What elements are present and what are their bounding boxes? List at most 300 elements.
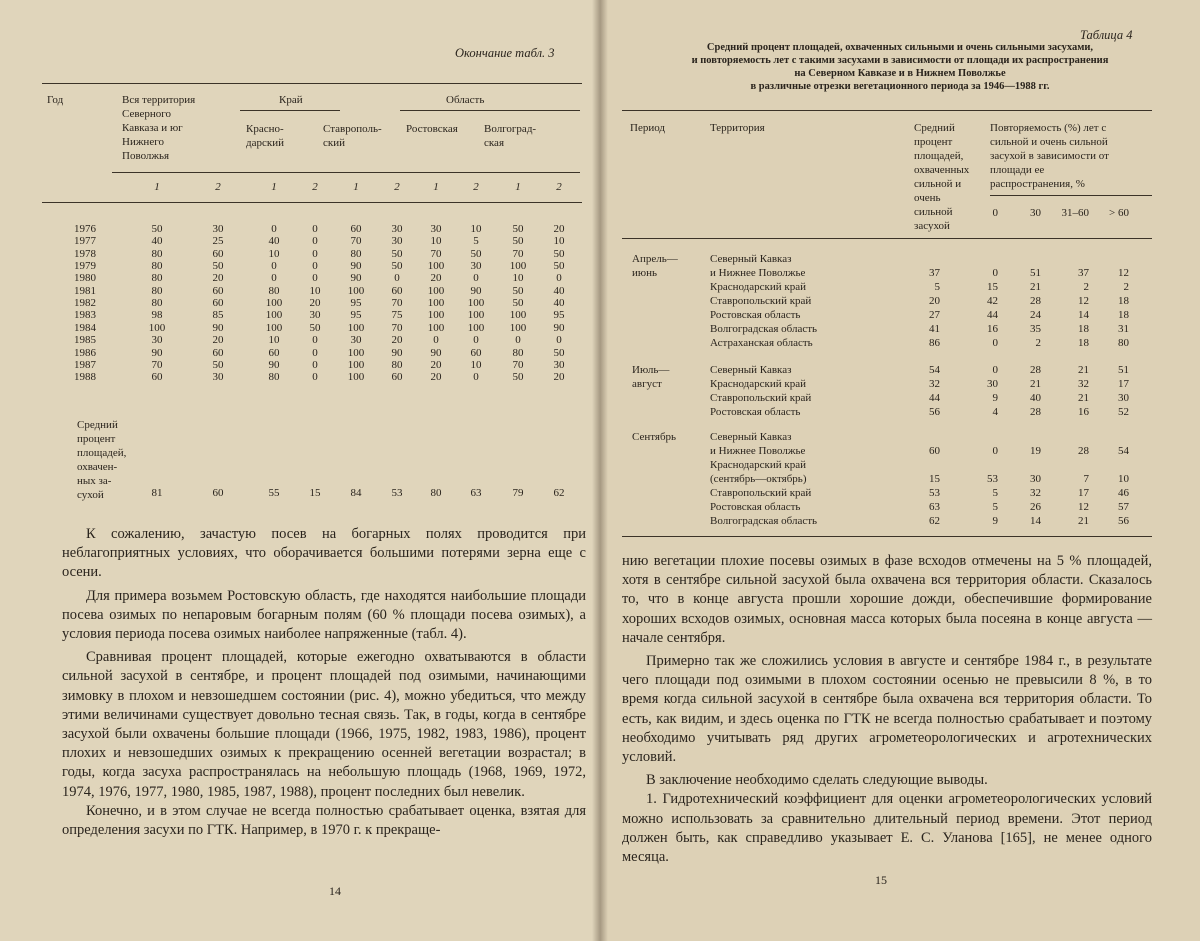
- header-line: ская: [484, 137, 505, 149]
- right-body-text: [622, 552, 1152, 867]
- subcolumn-number: 2: [556, 181, 562, 193]
- header-line: сухой: [77, 489, 104, 501]
- table-cell: 60: [212, 346, 224, 359]
- subcolumn-number: 2: [312, 181, 318, 193]
- table-cell: 30: [1118, 392, 1129, 404]
- table-row-year: 1988: [74, 371, 96, 384]
- average-cell: 15: [309, 487, 321, 499]
- table-cell: 30: [430, 223, 442, 235]
- table-cell: 100: [265, 309, 283, 322]
- header-all-territory: [122, 93, 195, 163]
- header-line: Кавказа и юг: [122, 122, 183, 134]
- table-cell: 30: [151, 334, 163, 347]
- table-cell: 10: [470, 358, 482, 371]
- table-row-year: 1986: [74, 346, 96, 359]
- territory-label: Ставропольский край: [710, 392, 812, 404]
- table-cell: 4: [992, 406, 998, 418]
- table-cell: 20: [309, 297, 321, 310]
- paragraph-1: нию вегетации плохие посевы озимых в фазе всходов отмечены на 5 % площадей, хотя в сентябре сильной засухой была охвачена вся территория области. Сказалось то, что в конце августа прошли хорошие дожди, обеспечившие формирование хороших всходов озимых, основная масса которых была посеяна в конце августа — начале сентября.: [622, 553, 1152, 646]
- table-cell: 0: [312, 358, 318, 371]
- table-cell: 51: [1118, 364, 1129, 376]
- table-cell: 0: [473, 334, 479, 347]
- table-cell: 0: [312, 334, 318, 347]
- table-cell: 14: [1078, 309, 1089, 321]
- table-cell: 75: [391, 309, 403, 322]
- table-cell: 70: [391, 297, 403, 310]
- table-cell: 30: [350, 334, 362, 347]
- table-cell: 5: [473, 235, 479, 248]
- table-cell: 86: [929, 337, 940, 349]
- territory-label: Краснодарский край: [710, 459, 807, 471]
- table-cell: 0: [312, 247, 318, 260]
- table-cell: 21: [1030, 281, 1041, 293]
- title-line: на Северном Кавказе и в Нижнем Поволжье: [794, 68, 1006, 79]
- table-cell: 50: [212, 260, 224, 273]
- territory-label: Волгоградская область: [710, 515, 818, 527]
- table-cell: 50: [212, 358, 224, 371]
- subcolumn-label: 31–60: [1061, 207, 1089, 219]
- header-line: площадей,: [77, 447, 127, 459]
- table-cell: 56: [929, 406, 940, 418]
- header-line: площадей,: [914, 150, 964, 162]
- table-cell: 37: [929, 267, 940, 279]
- average-label: [77, 418, 126, 502]
- table-cell: 80: [1118, 337, 1129, 349]
- paragraph-2: Примерно так же сложились условия в августе и сентябре 1984 г., в результате чего площади под озимыми в плохом состоянии осенью не превысили 8 %, в то время когда сильной засухой в сентябре была охвачена вся территория области. То есть, как видим, и здесь оценка по ГТК не всегда полностью срабатывает и поэтому необходимо учитывать ряд других агрометеорологических и агротехнических условий.: [622, 653, 1152, 766]
- period-line: июнь: [632, 267, 658, 279]
- table-cell: 100: [148, 321, 166, 334]
- average-cell: 81: [151, 487, 163, 499]
- table-cell: 100: [347, 321, 365, 334]
- header-line: Северного: [122, 108, 171, 120]
- title-line: Средний процент площадей, охваченных сильными и очень сильными засухами,: [706, 42, 1094, 53]
- table-cell: 0: [312, 371, 318, 384]
- table-row-year: 1977: [74, 235, 96, 248]
- average-cell: 60: [212, 487, 224, 499]
- table-row-year: 1981: [74, 284, 96, 297]
- table-cell: 70: [391, 321, 403, 334]
- average-cell: 53: [391, 487, 403, 499]
- table-cell: 70: [512, 358, 524, 371]
- table-cell: 18: [1118, 295, 1129, 307]
- subheader-rule: [112, 172, 580, 173]
- subcolumn-label: 30: [1030, 207, 1041, 219]
- table-cell: 63: [929, 501, 940, 513]
- table-cell: 20: [553, 223, 565, 235]
- table-cell: 18: [1078, 323, 1089, 335]
- period-label: [632, 363, 669, 391]
- territory-label: Северный Кавказ: [710, 431, 792, 443]
- table-cell: 85: [212, 309, 224, 322]
- table-cell: 0: [271, 272, 277, 285]
- average-cell: 63: [470, 487, 482, 499]
- table-cell: 100: [427, 321, 445, 334]
- table-cell: 52: [1118, 406, 1129, 418]
- table-cell: 100: [509, 321, 527, 334]
- table-row-year: 1978: [74, 247, 96, 260]
- paragraph-3: Сравнивая процент площадей, которые ежегодно охватываются в области сильной засухой в сентябре, и процент площадей под озимыми, начинающими зимовку в плохом и невзошедшем состоянии (рис. 4), можно убедиться, что между этими величинами существует довольно тесная связь. Так, в годы, когда в сентябре засухой были охвачены большие площади (1966, 1975, 1982, 1983, 1986), процент плохих и невзошедших озимых к прекращению осенней вегетации возрастал; в годы, когда засуха распространялась на небольшую площадь (1968, 1969, 1972, 1974, 1976, 1977, 1980, 1985, 1987, 1988), процент последних был невелик.: [62, 649, 586, 800]
- table-cell: 2: [1035, 337, 1041, 349]
- table-cell: 0: [515, 334, 521, 347]
- header-krai: Край: [279, 94, 303, 106]
- table-cell: 50: [553, 247, 565, 260]
- table-cell: 30: [553, 358, 565, 371]
- table-row-year: 1979: [74, 260, 96, 273]
- table-row-year: 1982: [74, 297, 96, 310]
- book-gutter: [592, 0, 608, 941]
- table-cell: 20: [430, 272, 442, 285]
- table-cell: 90: [553, 321, 565, 334]
- table-cell: 7: [1083, 473, 1089, 485]
- table-cell: 60: [212, 284, 224, 297]
- table-cell: 40: [553, 284, 565, 297]
- subcolumn-number: 1: [271, 181, 277, 193]
- header-line: Вся территория: [122, 94, 196, 106]
- table-cell: 90: [350, 272, 362, 285]
- table-cell: 90: [268, 358, 280, 371]
- table-cell: 80: [391, 358, 403, 371]
- table-cell: 90: [470, 284, 482, 297]
- table-cell: 100: [427, 284, 445, 297]
- table-cell: 30: [470, 260, 482, 273]
- table-cell: 40: [1030, 392, 1041, 404]
- table-cell: 0: [556, 272, 562, 285]
- table-cell: 95: [350, 309, 362, 322]
- table-cell: 100: [427, 297, 445, 310]
- table-cell: 100: [427, 260, 445, 273]
- header-line: сильной и: [914, 178, 962, 190]
- table-cell: 60: [212, 297, 224, 310]
- table-cell: 70: [350, 235, 362, 248]
- header-line: распространения, %: [990, 178, 1085, 190]
- table-cell: 28: [1030, 295, 1041, 307]
- header-line: Красно-: [246, 123, 284, 135]
- table-cell: 60: [929, 445, 940, 457]
- territory-label: Ставропольский край: [710, 487, 812, 499]
- right-page: [600, 0, 1200, 941]
- table-top-rule: [622, 110, 1152, 111]
- table-cell: 14: [1030, 515, 1041, 527]
- header-volgograd: [484, 122, 536, 150]
- subcolumn-number: 1: [154, 181, 160, 193]
- table-cell: 10: [309, 284, 321, 297]
- header-line: Волгоград-: [484, 123, 537, 135]
- period-label: [632, 430, 676, 444]
- table-cell: 2: [1123, 281, 1129, 293]
- territory-label: Северный Кавказ: [710, 253, 792, 265]
- table-cell: 0: [433, 334, 439, 347]
- territory-label: Ростовская область: [710, 501, 801, 513]
- table-cell: 20: [430, 371, 442, 384]
- table-cell: 98: [151, 309, 163, 322]
- subcolumn-number: 2: [473, 181, 479, 193]
- table-cell: 0: [312, 260, 318, 273]
- table-cell: 5: [934, 281, 940, 293]
- table-cell: 0: [312, 235, 318, 248]
- header-line: дарский: [246, 137, 284, 149]
- page-number-right: 15: [875, 873, 887, 887]
- header-year: Год: [47, 94, 64, 106]
- table-cell: 30: [212, 371, 224, 384]
- table-cell: 26: [1030, 501, 1041, 513]
- header-line: ский: [323, 137, 345, 149]
- header-average: [914, 121, 969, 233]
- table-cell: 0: [394, 272, 400, 285]
- average-cell: 62: [553, 487, 565, 499]
- table-cell: 90: [151, 346, 163, 359]
- paragraph-4: Конечно, и в этом случае не всегда полностью срабатывает оценка, взятая для определения засухи по ГТК. Например, в 1970 г. к прекраще-: [62, 802, 586, 839]
- table-cell: 12: [1078, 501, 1089, 513]
- table-cell: 30: [987, 378, 998, 390]
- table-cell: 0: [992, 364, 998, 376]
- table-cell: 5: [992, 487, 998, 499]
- table-cell: 80: [268, 284, 280, 297]
- table-cell: 42: [987, 295, 998, 307]
- table-cell: 95: [553, 309, 565, 322]
- table-cell: 10: [512, 272, 524, 285]
- table-cell: 50: [512, 223, 524, 235]
- table-number: Таблица 4: [1080, 28, 1133, 42]
- table-cell: 20: [212, 334, 224, 347]
- table-cell: 32: [1030, 487, 1041, 499]
- table-cell: 21: [1078, 364, 1089, 376]
- table-cell: 80: [350, 247, 362, 260]
- table-cell: 80: [268, 371, 280, 384]
- table-cell: 100: [509, 309, 527, 322]
- table-cell: 10: [470, 223, 482, 235]
- table-cell: 40: [553, 297, 565, 310]
- territory-label: Ставропольский край: [710, 295, 812, 307]
- table-cell: 0: [312, 272, 318, 285]
- period-line: Сентябрь: [632, 431, 677, 443]
- table-cell: 12: [1118, 267, 1129, 279]
- krai-rule: [240, 110, 340, 111]
- header-line: Поволжья: [122, 150, 170, 162]
- table-cell: 15: [987, 281, 998, 293]
- table-cell: 53: [929, 487, 940, 499]
- table-cell: 18: [1078, 337, 1089, 349]
- table-cell: 9: [992, 515, 998, 527]
- header-period: Период: [630, 122, 665, 134]
- table-cell: 12: [1078, 295, 1089, 307]
- table-cell: 100: [467, 321, 485, 334]
- table-cell: 53: [987, 473, 998, 485]
- table-cell: 70: [512, 247, 524, 260]
- table-cell: 50: [309, 321, 321, 334]
- table-row-year: 1987: [74, 358, 96, 371]
- title-line: и повторяемость лет с такими засухами в зависимости от площади их распространения: [691, 55, 1109, 66]
- territory-label: Краснодарский край: [710, 378, 807, 390]
- table-cell: 100: [347, 358, 365, 371]
- table-cell: 0: [312, 223, 318, 235]
- table-cell: 100: [265, 321, 283, 334]
- table-cell: 16: [1078, 406, 1089, 418]
- table-cell: 0: [473, 272, 479, 285]
- table-cell: 10: [268, 247, 280, 260]
- table-cell: 50: [512, 297, 524, 310]
- header-repeatability: [990, 121, 1109, 191]
- table-cell: 80: [151, 260, 163, 273]
- table-cell: 80: [151, 272, 163, 285]
- table-cell: 57: [1118, 501, 1129, 513]
- table-cell: 50: [512, 235, 524, 248]
- table-cell: 30: [1030, 473, 1041, 485]
- header-stavropol: [323, 122, 382, 150]
- table-cell: 15: [929, 473, 940, 485]
- table-top-rule: [42, 83, 582, 84]
- table-continuation-note: Окончание табл. 3: [455, 46, 555, 60]
- table-cell: 54: [1118, 445, 1129, 457]
- table-cell: 0: [992, 267, 998, 279]
- table-cell: 30: [391, 223, 403, 235]
- table-cell: 100: [265, 297, 283, 310]
- subcolumn-number: 2: [215, 181, 221, 193]
- table-cell: 50: [470, 247, 482, 260]
- table-cell: 90: [430, 346, 442, 359]
- header-line: Ставрополь-: [323, 123, 382, 135]
- table-cell: 41: [929, 323, 940, 335]
- header-rostov: Ростовская: [406, 123, 458, 135]
- subcolumn-number: 1: [433, 181, 439, 193]
- average-cell: 79: [512, 487, 524, 499]
- table-cell: 60: [391, 371, 403, 384]
- header-line: Средний: [914, 122, 955, 134]
- table-cell: 24: [1030, 309, 1041, 321]
- table-bottom-rule: [622, 536, 1152, 537]
- table-cell: 60: [268, 346, 280, 359]
- table-cell: 62: [929, 515, 940, 527]
- title-line: в различные отрезки вегетационного периода за 1946—1988 гг.: [750, 81, 1050, 92]
- table-cell: 60: [151, 371, 163, 384]
- table-cell: 80: [151, 247, 163, 260]
- header-line: процент: [914, 136, 953, 148]
- table-cell: 0: [271, 223, 277, 235]
- table-cell: 100: [347, 284, 365, 297]
- table-cell: 10: [553, 235, 565, 248]
- table-cell: 56: [1118, 515, 1129, 527]
- header-line: сильной: [914, 206, 953, 218]
- table-cell: 100: [509, 260, 527, 273]
- table-cell: 0: [473, 371, 479, 384]
- territory-label: Астраханская область: [710, 337, 813, 349]
- table-cell: 70: [151, 358, 163, 371]
- table-cell: 35: [1030, 323, 1041, 335]
- table-cell: 90: [212, 321, 224, 334]
- paragraph-1: К сожалению, зачастую посев на богарных полях проводится при неблагоприятных условиях, что оборачивается большими потерями зерна еще с осени.: [62, 526, 586, 581]
- table-cell: 17: [1078, 487, 1089, 499]
- territory-label: и Нижнее Поволжье: [710, 445, 806, 457]
- header-krasnodar: [246, 122, 284, 150]
- header-line: сильной и очень сильной: [990, 136, 1108, 148]
- period-line: Июль—: [632, 364, 670, 376]
- period-line: август: [632, 378, 662, 390]
- table-cell: 20: [929, 295, 940, 307]
- table-row-year: 1980: [74, 272, 96, 285]
- table-cell: 60: [212, 247, 224, 260]
- table-cell: 40: [268, 235, 280, 248]
- table-cell: 16: [987, 323, 998, 335]
- table-cell: 80: [151, 284, 163, 297]
- paragraph-3: В заключение необходимо сделать следующие выводы.: [646, 772, 988, 789]
- header-line: охваченных: [914, 164, 970, 176]
- left-body-text: [62, 525, 586, 840]
- table-cell: 20: [212, 272, 224, 285]
- header-bottom-rule: [622, 238, 1152, 239]
- subcolumn-label: > 60: [1109, 207, 1129, 219]
- table-cell: 100: [347, 346, 365, 359]
- territory-label: Ростовская область: [710, 309, 801, 321]
- table-cell: 50: [512, 284, 524, 297]
- table-cell: 5: [992, 501, 998, 513]
- territory-label: и Нижнее Поволжье: [710, 267, 806, 279]
- table-cell: 20: [553, 371, 565, 384]
- header-line: Повторяемость (%) лет с: [990, 122, 1107, 134]
- header-line: Нижнего: [122, 136, 164, 148]
- table-cell: 19: [1030, 445, 1041, 457]
- table-cell: 17: [1118, 378, 1129, 390]
- table-cell: 10: [1118, 473, 1129, 485]
- table-cell: 80: [512, 346, 524, 359]
- territory-label: Краснодарский край: [710, 281, 807, 293]
- table-cell: 0: [556, 334, 562, 347]
- header-line: засухой: [914, 220, 950, 232]
- table-cell: 0: [992, 337, 998, 349]
- table-cell: 28: [1078, 445, 1089, 457]
- header-line: Средний: [77, 419, 118, 431]
- territory-label: Волгоградская область: [710, 323, 818, 335]
- header-oblast: Область: [446, 94, 485, 106]
- table-cell: 60: [470, 346, 482, 359]
- table-cell: 27: [929, 309, 940, 321]
- table-cell: 60: [391, 284, 403, 297]
- subcolumn-number: 1: [353, 181, 359, 193]
- table-title: [640, 41, 1160, 93]
- paragraph-4: 1. Гидротехнический коэффициент для оценки агрометеорологических условий можно использовать за сравнительно длительный период времени. Этот период должен быть, как справедливо указывает Е. С. Уланова [165], не менее одного месяца.: [622, 791, 1152, 866]
- table-cell: 18: [1118, 309, 1129, 321]
- table-cell: 21: [1078, 392, 1089, 404]
- table-cell: 0: [271, 260, 277, 273]
- page-number-left: 14: [329, 884, 341, 898]
- table-row-year: 1985: [74, 334, 96, 347]
- table-cell: 50: [553, 260, 565, 273]
- territory-label: (сентябрь—октябрь): [710, 473, 807, 485]
- table-cell: 25: [212, 235, 224, 248]
- table-cell: 31: [1118, 323, 1129, 335]
- header-bottom-rule: [42, 202, 582, 203]
- table-cell: 50: [391, 260, 403, 273]
- table-cell: 21: [1030, 378, 1041, 390]
- subcolumn-label: 0: [992, 207, 998, 219]
- table-cell: 30: [309, 309, 321, 322]
- oblast-rule: [400, 110, 580, 111]
- table-cell: 44: [987, 309, 998, 321]
- table-cell: 95: [350, 297, 362, 310]
- table-cell: 50: [553, 346, 565, 359]
- table-cell: 0: [992, 445, 998, 457]
- table-cell: 54: [929, 364, 940, 376]
- table-cell: 100: [467, 309, 485, 322]
- table-row-year: 1983: [74, 309, 96, 322]
- header-line: охвачен-: [77, 461, 118, 473]
- table-cell: 30: [212, 223, 224, 235]
- table-cell: 44: [929, 392, 940, 404]
- average-cell: 55: [268, 487, 280, 499]
- table-cell: 20: [430, 358, 442, 371]
- table-cell: 80: [151, 297, 163, 310]
- table-cell: 100: [467, 297, 485, 310]
- table-cell: 60: [350, 223, 362, 235]
- table-cell: 37: [1078, 267, 1089, 279]
